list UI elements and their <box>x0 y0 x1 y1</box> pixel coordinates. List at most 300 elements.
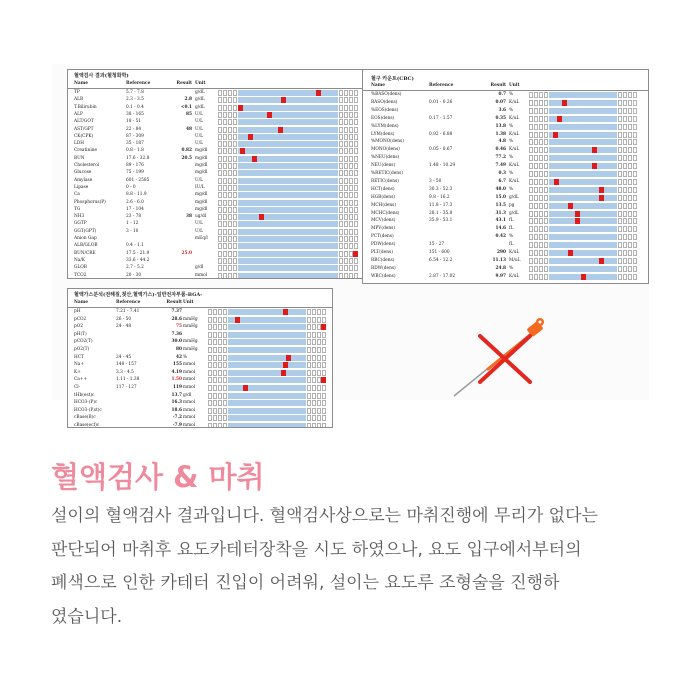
range-bar <box>208 339 326 345</box>
bar-cell <box>312 347 316 353</box>
test-name: %LYM(dens) <box>371 123 399 129</box>
test-name: ALP <box>74 111 83 117</box>
bar-cell <box>633 124 637 130</box>
bar-cell <box>208 324 212 330</box>
test-name: MPV(dens) <box>371 226 396 232</box>
bar-cell <box>223 163 227 169</box>
test-name: MONO(dens) <box>371 147 400 153</box>
bar-cell <box>218 377 222 383</box>
test-name: AST/GPT <box>74 126 94 132</box>
bar-cell <box>339 207 343 213</box>
test-name: LYM(dens) <box>371 131 395 137</box>
bar-cell <box>223 119 227 125</box>
test-name: LDH <box>74 141 85 147</box>
bar-cell <box>228 112 232 118</box>
bar-cell <box>623 234 627 240</box>
bar-cell <box>218 127 222 133</box>
range-bar <box>218 192 358 198</box>
bar-cell <box>539 203 543 209</box>
result-marker <box>238 105 243 111</box>
bar-cell <box>233 178 237 184</box>
bar-cell <box>223 393 227 399</box>
result-unit: % <box>509 234 514 240</box>
bar-cell <box>344 141 348 147</box>
bar-cell <box>633 155 637 161</box>
bar-cell <box>544 124 548 130</box>
bar-cell <box>322 423 326 428</box>
reference-range: 75 - 199 <box>126 170 144 176</box>
bar-cell <box>623 274 627 280</box>
bar-cell <box>529 100 533 106</box>
bar-cell <box>228 229 232 235</box>
result-unit: ug/dl <box>195 214 207 220</box>
reference-range: 1.48 - 10.29 <box>429 163 456 169</box>
bar-cell <box>213 362 217 368</box>
range-bar <box>218 156 358 162</box>
normal-range-fill <box>549 266 617 272</box>
bar-cell <box>618 147 622 153</box>
bar-cell <box>208 347 212 353</box>
result-value: 4.8 <box>498 139 506 145</box>
reference-range: 89 - 176 <box>126 163 144 168</box>
range-bar <box>218 243 358 249</box>
column-header-result: Result <box>490 83 506 88</box>
bar-cell <box>354 258 358 264</box>
test-name: RBC(dens) <box>371 257 395 263</box>
body-line: 판단되어 마취후 요도카테터장착을 시도 하였으나, 요도 입구에서부터의 <box>51 539 582 560</box>
result-value: 16.3 <box>171 400 182 406</box>
column-header-result: Result <box>176 81 192 86</box>
bar-cell <box>529 139 533 145</box>
normal-range-fill <box>549 124 617 130</box>
bar-cell <box>633 242 637 248</box>
bar-cell <box>218 370 222 376</box>
bar-cell <box>529 218 533 224</box>
range-bar <box>218 207 358 213</box>
bar-cell <box>354 192 358 198</box>
result-unit: g/dL <box>195 90 205 95</box>
bar-cell <box>344 221 348 227</box>
result-marker <box>592 147 597 153</box>
test-name: Cl- <box>74 385 81 390</box>
bar-cell <box>218 423 222 428</box>
result-value: 30.0 <box>171 339 182 345</box>
result-unit: U/L <box>195 133 203 139</box>
test-name: pH <box>74 309 81 314</box>
column-header-name: Name <box>371 83 385 88</box>
bar-cell <box>539 108 543 114</box>
reference-range: 30.3 - 52.3 <box>429 186 453 192</box>
bar-cell <box>354 221 358 227</box>
bar-cell <box>618 211 622 217</box>
bar-cell <box>307 324 311 330</box>
bar-cell <box>354 273 358 279</box>
column-header-unit: Unit <box>183 300 194 305</box>
range-bar <box>218 90 358 96</box>
result-marker <box>575 211 580 217</box>
test-name: %EOS(dens) <box>371 107 399 113</box>
range-bar <box>208 385 326 391</box>
table-row <box>363 273 648 281</box>
range-bar <box>529 266 637 272</box>
bar-cell <box>529 187 533 193</box>
bar-cell <box>322 385 326 391</box>
bga-panel-title: 혈액가스분석(전해질,젖산,혈액가스)-일반전자부품-BGA- <box>74 292 203 298</box>
bar-cell <box>618 92 622 98</box>
result-value: 0.42 <box>495 234 506 240</box>
bar-cell <box>218 251 222 257</box>
body-line: 설이의 혈액검사 결과입니다. 혈액검사상으로는 마취진행에 무리가 없다는 <box>51 506 598 526</box>
result-value: 7.37 <box>171 309 182 314</box>
bar-cell <box>228 163 232 169</box>
bar-cell <box>349 229 353 235</box>
result-marker <box>243 385 248 391</box>
result-unit: mg/dl <box>195 199 208 205</box>
bar-cell <box>354 156 358 162</box>
bar-cell <box>218 408 222 414</box>
bar-cell <box>618 218 622 224</box>
bar-cell <box>218 119 222 125</box>
table-row <box>363 194 648 202</box>
bar-cell <box>354 207 358 213</box>
bar-cell <box>529 108 533 114</box>
bar-cell <box>223 317 227 323</box>
range-bar <box>529 187 637 193</box>
bar-cell <box>228 185 232 191</box>
result-marker <box>278 127 283 133</box>
reference-range: 0.8 - 1.8 <box>126 148 144 154</box>
bar-cell <box>354 214 358 220</box>
bar-cell <box>307 355 311 361</box>
bar-cell <box>534 211 538 217</box>
bar-cell <box>633 266 637 272</box>
bar-cell <box>354 112 358 118</box>
bar-cell <box>228 221 232 227</box>
reference-range: 15 - 27 <box>429 242 445 248</box>
table-row <box>363 257 648 265</box>
bar-cell <box>223 156 227 162</box>
bar-cell <box>307 400 311 406</box>
test-name: BUN/CRE <box>74 250 96 256</box>
bar-cell <box>344 97 348 103</box>
reference-range: 0.4 - 1.1 <box>126 243 144 249</box>
bar-cell <box>317 317 321 323</box>
bar-cell <box>218 347 222 353</box>
result-unit: mmHg <box>183 316 198 322</box>
chemistry-panel <box>67 69 397 279</box>
bar-cell <box>544 242 548 248</box>
result-marker <box>248 134 253 140</box>
bar-cell <box>223 258 227 264</box>
bar-cell <box>539 211 543 217</box>
bar-cell <box>534 242 538 248</box>
bar-cell <box>618 139 622 145</box>
bar-cell <box>628 234 632 240</box>
bar-cell <box>534 108 538 114</box>
bar-cell <box>312 324 316 330</box>
result-value: 43.1 <box>495 218 506 224</box>
bar-cell <box>534 155 538 161</box>
bar-cell <box>339 265 343 271</box>
test-name: ALB <box>74 97 84 103</box>
reference-range: 2.3 - 3.5 <box>126 97 144 103</box>
range-bar <box>529 179 637 185</box>
bar-cell <box>307 377 311 383</box>
bar-cell <box>623 116 627 122</box>
bar-cell <box>312 332 316 338</box>
bar-cell <box>539 92 543 98</box>
test-name: NH3 <box>74 214 85 220</box>
bar-cell <box>223 148 227 154</box>
reference-range: 7.21 - 7.41 <box>116 309 140 314</box>
bar-cell <box>349 105 353 111</box>
bar-cell <box>628 203 632 209</box>
bar-cell <box>633 258 637 264</box>
range-bar <box>208 347 326 353</box>
bar-cell <box>307 309 311 315</box>
bar-cell <box>628 195 632 201</box>
bar-cell <box>218 185 222 191</box>
bar-cell <box>618 250 622 256</box>
result-value: 0.35 <box>495 115 506 121</box>
bar-cell <box>539 258 543 264</box>
bar-cell <box>233 229 237 235</box>
result-value: -7.2 <box>172 415 182 421</box>
bar-cell <box>213 408 217 414</box>
bar-cell <box>534 266 538 272</box>
bar-cell <box>223 170 227 176</box>
normal-range-fill <box>228 332 306 338</box>
table-row <box>363 233 648 241</box>
bar-cell <box>529 124 533 130</box>
result-value: 0.7 <box>498 92 506 97</box>
range-bar <box>208 408 326 414</box>
result-value: 119 <box>173 385 182 390</box>
bar-cell <box>344 207 348 213</box>
normal-range-fill <box>549 234 617 240</box>
result-unit: g/dL <box>509 210 519 216</box>
table-row <box>363 202 648 210</box>
normal-range-fill <box>238 273 338 279</box>
bar-cell <box>618 242 622 248</box>
bar-cell <box>349 243 353 249</box>
test-name: BUN <box>74 155 85 161</box>
bar-cell <box>223 377 227 383</box>
reference-range: 151 - 600 <box>429 250 450 255</box>
bar-cell <box>349 148 353 154</box>
normal-range-fill <box>549 218 617 224</box>
result-value: <0.1 <box>180 104 192 110</box>
reference-range: 0.92 - 6.88 <box>429 131 453 137</box>
result-value: 13.7 <box>171 392 182 398</box>
bar-cell <box>623 147 627 153</box>
bar-cell <box>354 105 358 111</box>
bar-cell <box>208 377 212 383</box>
bar-cell <box>544 274 548 280</box>
bar-cell <box>529 179 533 185</box>
result-marker <box>592 163 597 169</box>
range-bar <box>218 170 358 176</box>
normal-range-fill <box>238 127 338 133</box>
bar-cell <box>633 116 637 122</box>
result-marker <box>240 148 245 154</box>
bar-cell <box>354 134 358 140</box>
bar-cell <box>349 156 353 162</box>
result-unit: mmol <box>183 369 196 375</box>
bar-cell <box>228 148 232 154</box>
bar-cell <box>633 100 637 106</box>
bar-cell <box>312 339 316 345</box>
test-name: Na/K <box>74 257 85 263</box>
bar-cell <box>213 385 217 391</box>
bar-cell <box>317 408 321 414</box>
normal-range-fill <box>238 200 338 206</box>
column-header-name: Name <box>74 81 88 86</box>
result-unit: mmHg <box>183 324 198 330</box>
bar-cell <box>218 141 222 147</box>
table-row <box>363 123 648 131</box>
normal-range-fill <box>228 393 306 399</box>
test-name: %NEU(dens) <box>371 155 400 161</box>
bar-cell <box>218 192 222 198</box>
result-unit: M/uL <box>509 257 521 263</box>
bar-cell <box>223 214 227 220</box>
range-bar <box>529 250 637 256</box>
bar-cell <box>322 362 326 368</box>
bar-cell <box>307 385 311 391</box>
range-bar <box>529 100 637 106</box>
bar-cell <box>633 211 637 217</box>
normal-range-fill <box>238 112 338 118</box>
test-name: cBase(ecf)c <box>74 423 100 428</box>
bar-cell <box>218 90 222 96</box>
range-bar <box>218 273 358 279</box>
result-marker <box>557 116 562 122</box>
table-row <box>363 225 648 233</box>
bar-cell <box>539 266 543 272</box>
test-name: CK(CPK) <box>74 133 94 139</box>
bar-cell <box>534 139 538 145</box>
bar-cell <box>307 332 311 338</box>
bar-cell <box>218 148 222 154</box>
bar-cell <box>218 258 222 264</box>
bar-cell <box>633 179 637 185</box>
normal-range-fill <box>238 258 338 264</box>
bar-cell <box>344 134 348 140</box>
bar-cell <box>228 97 232 103</box>
range-bar <box>218 221 358 227</box>
bar-cell <box>312 393 316 399</box>
bar-cell <box>312 400 316 406</box>
bar-cell <box>218 214 222 220</box>
table-row <box>363 265 648 273</box>
range-bar <box>218 265 358 271</box>
bar-cell <box>233 200 237 206</box>
range-bar <box>208 309 326 315</box>
bar-cell <box>223 251 227 257</box>
range-bar <box>208 355 326 361</box>
normal-range-fill <box>238 97 338 103</box>
result-value: 38 <box>186 214 192 220</box>
bar-cell <box>354 170 358 176</box>
bar-cell <box>623 108 627 114</box>
reference-range: 1 - 12 <box>126 221 139 227</box>
bar-cell <box>349 112 353 118</box>
bar-cell <box>344 185 348 191</box>
bar-cell <box>534 258 538 264</box>
bar-cell <box>208 317 212 323</box>
normal-range-fill <box>549 179 617 185</box>
reference-range: 24 - 48 <box>116 324 132 330</box>
bar-cell <box>223 415 227 421</box>
result-marker <box>252 156 257 162</box>
bar-cell <box>539 218 543 224</box>
test-name: tHb(est)c <box>74 392 95 398</box>
bar-cell <box>534 147 538 153</box>
bar-cell <box>218 400 222 406</box>
bar-cell <box>354 90 358 96</box>
test-name: PCT(dens) <box>371 234 394 240</box>
bar-cell <box>213 377 217 383</box>
reference-range: 117 - 127 <box>116 385 137 390</box>
urinary-catheter-image <box>430 306 560 406</box>
normal-range-fill <box>549 163 617 169</box>
bar-cell <box>539 274 543 280</box>
bar-cell <box>218 170 222 176</box>
bar-cell <box>228 214 232 220</box>
bar-cell <box>218 236 222 242</box>
test-name: RDW(dens) <box>371 265 396 271</box>
bar-cell <box>208 332 212 338</box>
bar-cell <box>339 185 343 191</box>
bar-cell <box>218 156 222 162</box>
test-name: WBC(dens) <box>371 273 396 279</box>
normal-range-fill <box>238 141 338 147</box>
test-name: HCO3-(P,st)c <box>74 407 102 413</box>
test-name: HCT(dens) <box>371 186 395 192</box>
range-bar <box>529 124 637 130</box>
bar-cell <box>539 226 543 232</box>
bar-cell <box>322 400 326 406</box>
column-header-reference: Reference <box>429 83 454 88</box>
result-unit: mmol <box>183 407 196 413</box>
bar-cell <box>529 132 533 138</box>
bar-cell <box>233 221 237 227</box>
bar-cell <box>633 195 637 201</box>
bar-cell <box>233 251 237 257</box>
bar-cell <box>218 339 222 345</box>
bar-cell <box>223 362 227 368</box>
bar-cell <box>317 423 321 428</box>
bar-cell <box>354 148 358 154</box>
normal-range-fill <box>549 147 617 153</box>
test-name: HGB(dens) <box>371 194 395 200</box>
range-bar <box>529 211 637 217</box>
result-marker <box>553 132 558 138</box>
range-bar <box>529 147 637 153</box>
bar-cell <box>233 97 237 103</box>
bar-cell <box>322 309 326 315</box>
test-name: MCH(dens) <box>371 202 397 208</box>
reference-range: 35.9 - 53.1 <box>429 218 453 224</box>
result-value: 28.6 <box>171 316 182 322</box>
bar-cell <box>307 423 311 428</box>
bar-cell <box>628 132 632 138</box>
bar-cell <box>218 112 222 118</box>
bar-cell <box>529 250 533 256</box>
bar-cell <box>339 273 343 279</box>
bar-cell <box>223 127 227 133</box>
